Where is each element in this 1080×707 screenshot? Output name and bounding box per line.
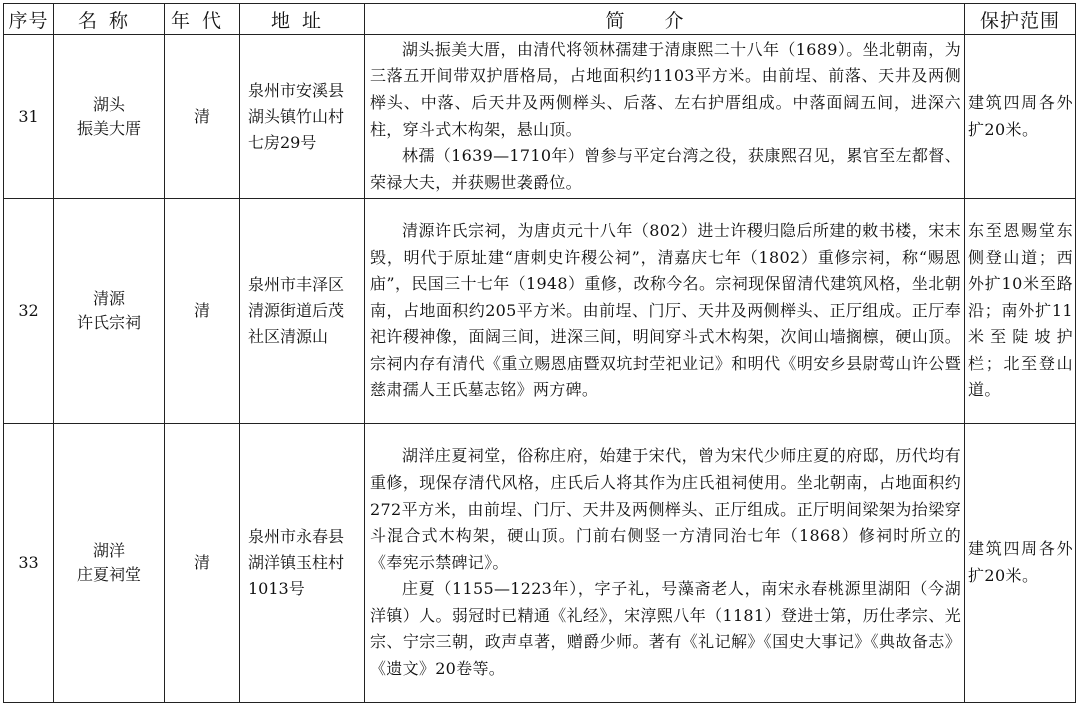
intro-paragraph: 庄夏（1155—1223年），字子礼，号藻斋老人，南宋永春桃源里湖阳（今湖洋镇）人。弱冠时已精通《礼经》，宋淳熙八年（1181）登进士第，历仕孝宗、光宗、宁宗三朝，政声卓著，赠爵少师。著有《礼记解》《国史大事记》《典故备志》《遗文》20卷等。 [370, 579, 961, 679]
protection-scope: 建筑四周各外扩20米。 [965, 424, 1076, 703]
heritage-sites-table [3, 3, 1076, 703]
site-address: 泉州市丰泽区清源街道后茂社区清源山 [240, 199, 365, 424]
header-era: 年代 [165, 4, 240, 35]
site-address: 泉州市永春县湖洋镇玉柱村1013号 [240, 424, 365, 703]
row-number: 31 [4, 35, 54, 199]
header-intro: 简介 [365, 4, 965, 35]
site-name-line1: 湖头 [92, 94, 125, 114]
site-name-line2: 振美大厝 [76, 118, 141, 138]
site-intro [365, 35, 965, 199]
table-header-row [4, 4, 1076, 35]
site-name-line2: 庄夏祠堂 [76, 565, 141, 584]
site-name-line1: 清源 [92, 289, 125, 308]
site-name-line2: 许氏宗祠 [76, 313, 141, 332]
protection-scope: 建筑四周各外扩20米。 [965, 35, 1076, 199]
intro-paragraph: 湖洋庄夏祠堂，俗称庄府，始建于宋代，曾为宋代少师庄夏的府邸，历代均有重修，现保存清代风格，庄氏后人将其作为庄氏祖祠使用。坐北朝南，占地面积约272平方米，由前埕、门厅、天井及两侧榉头、正厅组成。正厅明间梁架为抬梁穿斗混合式木构架，硬山顶。门前右侧竖一方清同治七年（1868）修祠时所立的《奉宪示禁碑记》。 [370, 446, 961, 572]
header-scope: 保护范围 [965, 4, 1076, 35]
table-row [4, 199, 1076, 424]
site-era: 清 [165, 424, 240, 703]
row-number: 33 [4, 424, 54, 703]
site-name [54, 199, 165, 424]
intro-paragraph: 林孺（1639—1710年）曾参与平定台湾之役，获康熙召见，累官至左都督、荣禄大夫，并获赐世袭爵位。 [370, 146, 961, 192]
site-name [54, 35, 165, 199]
site-address: 泉州市安溪县湖头镇竹山村七房29号 [240, 35, 365, 199]
site-intro [365, 199, 965, 424]
site-name-line1: 湖洋 [92, 541, 125, 560]
header-name: 名称 [54, 4, 165, 35]
site-name [54, 424, 165, 703]
protection-scope: 东至恩赐堂东侧登山道；西外扩10米至路沿；南外扩11米至陡坡护栏；北至登山道。 [965, 199, 1076, 424]
table-row [4, 35, 1076, 199]
site-era: 清 [165, 199, 240, 424]
header-no: 序号 [4, 4, 54, 35]
site-intro [365, 424, 965, 703]
table-row [4, 424, 1076, 703]
intro-paragraph: 湖头振美大厝，由清代将领林孺建于清康熙二十八年（1689）。坐北朝南，为三落五开间带双护厝格局，占地面积约1103平方米。由前埕、前落、天井及两侧榉头、中落、后天井及两侧榉头、后落、左右护厝组成。中落面阔五间，进深六柱，穿斗式木构架，悬山顶。 [370, 39, 961, 139]
intro-paragraph: 清源许氏宗祠，为唐贞元十八年（802）进士许稷归隐后所建的敕书楼，宋末毁，明代于原址建“唐刺史许稷公祠”，清嘉庆七年（1802）重修宗祠，称“赐恩庙”，民国三十七年（1948）重修，改称今名。宗祠现保留清代建筑风格，坐北朝南，占地面积约205平方米。由前埕、门厅、天井及两侧榉头、正厅组成。正厅奉祀许稷神像，面阔三间，进深三间，明间穿斗式木构架，次间山墙搁檩，硬山顶。宗祠内存有清代《重立赐恩庙暨双坑封茔祀业记》和明代《明安乡县尉莺山许公暨慈肃孺人王氏墓志铭》两方碑。 [370, 220, 961, 400]
site-era: 清 [165, 35, 240, 199]
row-number: 32 [4, 199, 54, 424]
header-address: 地址 [240, 4, 365, 35]
